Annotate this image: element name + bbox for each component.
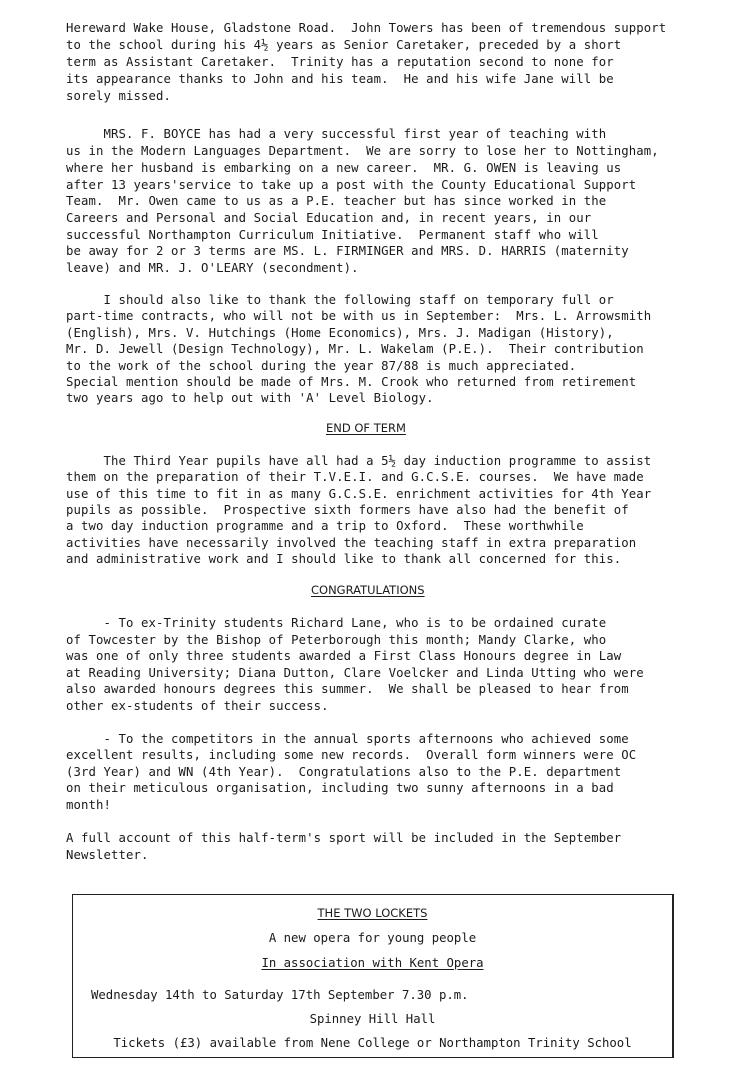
text-line: use of this time to fit in as many G.C.S.E. enrichment activities for 4th Year xyxy=(66,487,652,501)
text-line: of Towcester by the Bishop of Peterborough this month; Mandy Clarke, who xyxy=(66,633,607,647)
text-line: to the school during his 4½ years as Senior Caretaker, preceded by a short xyxy=(66,38,622,52)
text-line: us in the Modern Languages Department. We are sorry to lose her to Nottingham, xyxy=(66,144,659,158)
notice-association: In association with Kent Opera xyxy=(261,956,484,970)
text-line: Newsletter. xyxy=(66,848,149,862)
text-line: Careers and Personal and Social Education and, in recent years, in our xyxy=(66,211,592,225)
text-line: where her husband is embarking on a new career. MR. G. OWEN is leaving us xyxy=(66,161,622,175)
text-line: (English), Mrs. V. Hutchings (Home Economics), Mrs. J. Madigan (History), xyxy=(66,326,614,340)
text-line: excellent results, including some new records. Overall form winners were OC xyxy=(66,748,637,762)
text-line: part-time contracts, who will not be with us in September: Mrs. L. Arrowsmith xyxy=(66,309,652,323)
text-line: at Reading University; Diana Dutton, Clare Voelcker and Linda Utting who were xyxy=(66,666,644,680)
text-line: other ex-students of their success. xyxy=(66,699,329,713)
text-line: was one of only three students awarded a First Class Honours degree in Law xyxy=(66,649,622,663)
text-line: Team. Mr. Owen came to us as a P.E. teacher but has since worked in the xyxy=(66,194,607,208)
text-line: a two day induction programme and a trip to Oxford. These worthwhile xyxy=(66,519,584,533)
text-line: on their meticulous organisation, including two sunny afternoons in a bad xyxy=(66,781,614,795)
text-line: Special mention should be made of Mrs. M. Crook who returned from retirement xyxy=(66,375,637,389)
notice-dates: Wednesday 14th to Saturday 17th September 7.30 p.m. xyxy=(91,988,469,1002)
text-line: sorely missed. xyxy=(66,89,172,103)
text-line: A full account of this half-term's sport will be included in the September xyxy=(66,831,622,845)
text-line: I should also like to thank the following staff on temporary full or xyxy=(66,293,614,307)
text-line: after 13 years'service to take up a post with the County Educational Support xyxy=(66,178,637,192)
text-line: The Third Year pupils have all had a 5½ day induction programme to assist xyxy=(66,454,652,468)
opera-notice-box xyxy=(72,894,674,1058)
text-line: successful Northampton Curriculum Initiative. Permanent staff who will xyxy=(66,228,599,242)
notice-subtitle: A new opera for young people xyxy=(268,931,477,945)
text-line: term as Assistant Caretaker. Trinity has a reputation second to none for xyxy=(66,55,614,69)
notice-title: THE TWO LOCKETS xyxy=(317,906,428,920)
text-line: MRS. F. BOYCE has had a very successful first year of teaching with xyxy=(66,127,607,141)
text-line: - To the competitors in the annual sports afternoons who achieved some xyxy=(66,732,629,746)
text-line: be away for 2 or 3 terms are MS. L. FIRMINGER and MRS. D. HARRIS (maternity xyxy=(66,244,629,258)
notice-tickets: Tickets (£3) available from Nene College or Northampton Trinity School xyxy=(113,1036,632,1050)
text-line: activities have necessarily involved the teaching staff in extra preparation xyxy=(66,536,637,550)
notice-venue: Spinney Hill Hall xyxy=(309,1012,436,1026)
text-line: leave) and MR. J. O'LEARY (secondment). xyxy=(66,261,359,275)
text-line: (3rd Year) and WN (4th Year). Congratulations also to the P.E. department xyxy=(66,765,622,779)
text-line: also awarded honours degrees this summer. We shall be pleased to hear from xyxy=(66,682,629,696)
text-line: its appearance thanks to John and his team. He and his wife Jane will be xyxy=(66,72,614,86)
text-line: Hereward Wake House, Gladstone Road. John Towers has been of tremendous support xyxy=(66,21,667,35)
text-line: two years ago to help out with 'A' Level Biology. xyxy=(66,391,434,405)
text-line: and administrative work and I should like to thank all concerned for this. xyxy=(66,552,622,566)
text-line: month! xyxy=(66,798,112,812)
text-line: - To ex-Trinity students Richard Lane, who is to be ordained curate xyxy=(66,616,607,630)
text-line: them on the preparation of their T.V.E.I. and G.C.S.E. courses. We have made xyxy=(66,470,644,484)
text-line: pupils as possible. Prospective sixth formers have also had the benefit of xyxy=(66,503,629,517)
text-line: Mr. D. Jewell (Design Technology), Mr. L. Wakelam (P.E.). Their contribution xyxy=(66,342,644,356)
heading-congratulations: CONGRATULATIONS xyxy=(311,583,425,597)
text-line: to the work of the school during the year 87/88 is much appreciated. xyxy=(66,359,577,373)
heading-end-of-term: END OF TERM xyxy=(326,421,406,435)
